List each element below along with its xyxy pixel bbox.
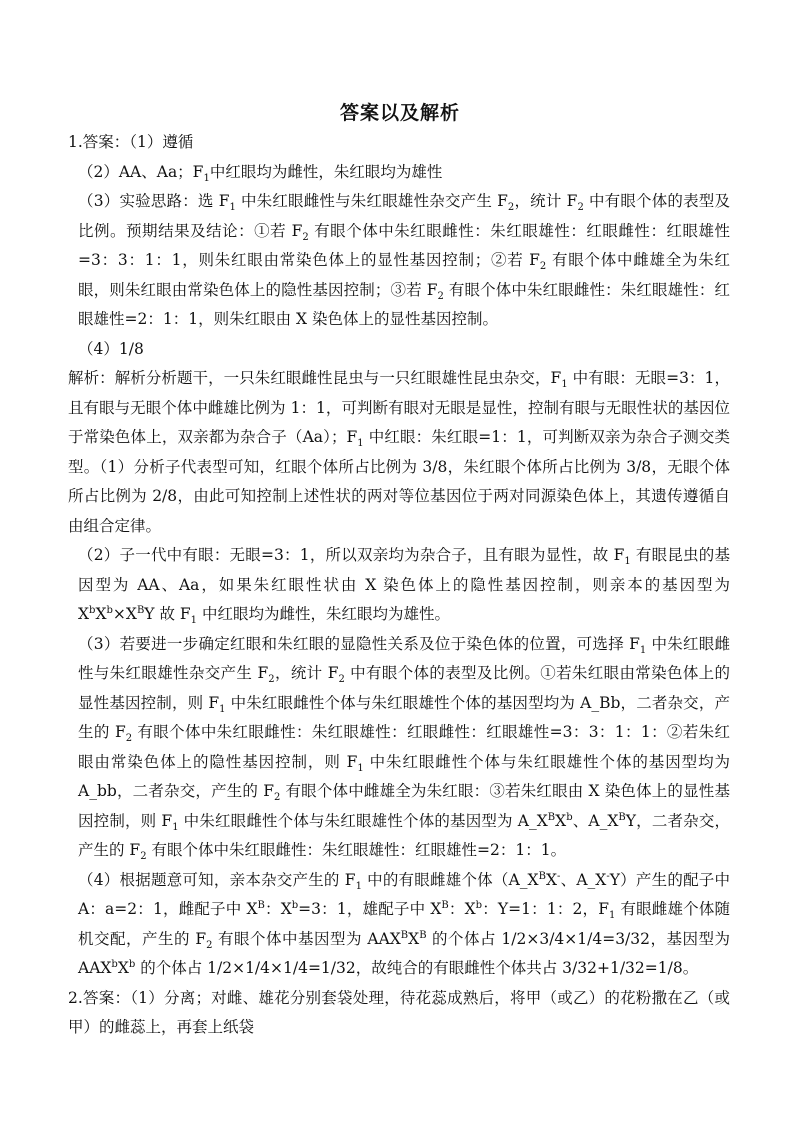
analysis-part-4: （4）根据题意可知，亲本杂交产生的 $F_1$ 中的有眼雌雄个体（$A\_X^BX^-$、A_X-Y）产生的配子中 A：a=2：1，雌配子中 $X^B$：$X^b=3$：1，雄配子中 $X^B$：$X^b$：Y=1：1：2，$F_1$ 有眼雌雄个体随机交配，产生的 $F_2$ 有眼个体中基因型为 $AAX^BX^B$ 的个体占 1/2×3/4×1/4=3/32，基因型为 $AAX^bX^b$ 的个体占 1/2×1/4×1/4=1/32，故纯合的有眼雌性个体共占 3/32+1/32=1/8。: [78, 870, 731, 977]
answer-1-heading: 1.答案：（1）遵循: [68, 133, 194, 151]
analysis-part-2: （2）子一代中有眼：无眼=3：1，所以双亲均为杂合子，且有眼为显性，故 $F_1$ 有眼昆虫的基因型为 AA、Aa，如果朱红眼性状由 X 染色体上的隐性基因控制，则亲本的基因型为 $X^bX^b\times X^BY$ 故 $F_1$ 中红眼均为雌性，朱红眼均为雄性。: [78, 546, 730, 627]
analysis-intro: 解析：解析分析题干，一只朱红眼雌性昆虫与一只红眼雄性昆虫杂交，$F_1$ 中有眼：无眼=3：1，且有眼与无眼个体中雌雄比例为 1：1，可判断有眼对无眼是显性，控制有眼与无眼性状的基因位于常染色体上，双亲都为杂合子（Aa）；$F_1$ 中红眼：朱红眼=1：1，可判断双亲为杂合子测交类型。（1）分析子代表型可知，红眼个体所占比例为 3/8，朱红眼个体所占比例为 3/8，无眼个体所占比例为 2/8，由此可知控制上述性状的两对等位基因位于两对同源染色体上，其遗传遵循自由组合定律。: [68, 369, 730, 535]
answer-body: [68, 128, 730, 1043]
answer-1-part-2: （2）AA、Aa；$F_1$中红眼均为雌性，朱红眼均为雄性: [78, 162, 443, 184]
answer-1-part-4: （4）1/8: [78, 339, 144, 358]
answer-1-part-3: （3）实验思路：选 $F_1$ 中朱红眼雌性与朱红眼雄性杂交产生 $F_2$，统计 $F_2$ 中有眼个体的表型及比例。预期结果及结论：①若 $F_2$ 有眼个体中朱红眼雌性：朱红眼雄性：红眼雌性：红眼雄性=3：3：1：1，则朱红眼由常染色体上的显性基因控制；②若 $F_2$ 有眼个体中雌雄全为朱红眼，则朱红眼由常染色体上的隐性基因控制；③若 $F_2$ 有眼个体中朱红眼雌性：朱红眼雄性：红眼雄性=2：1：1，则朱红眼由 X 染色体上的显性基因控制。: [78, 192, 730, 328]
answer-2-heading: 2.答案：（1）分离；对雌、雄花分别套袋处理，待花蕊成熟后，将甲（或乙）的花粉撒在乙（或甲）的雌蕊上，再套上纸袋: [68, 988, 730, 1036]
analysis-part-3: （3）若要进一步确定红眼和朱红眼的显隐性关系及位于染色体的位置，可选择 $F_1$ 中朱红眼雌性与朱红眼雄性杂交产生 $F_2$，统计 $F_2$ 中有眼个体的表型及比例。①若朱红眼由常染色体上的显性基因控制，则 $F_1$ 中朱红眼雌性个体与朱红眼雄性个体的基因型均为 A_Bb，二者杂交，产生的 $F_2$ 有眼个体中朱红眼雌性：朱红眼雄性：红眼雌性：红眼雄性=3：3：1：1：②若朱红眼由常染色体上的隐性基因控制，则 $F_1$ 中朱红眼雌性个体与朱红眼雄性个体的基因型均为 A_bb，二者杂交，产生的 $F_2$ 有眼个体中雌雄全为朱红眼：③若朱红眼由 X 染色体上的显性基因控制，则 $F_1$ 中朱红眼雌性个体与朱红眼雄性个体的基因型为 $A\_X^BX^b$、$A\_X^BY$，二者杂交，产生的 $F_2$ 有眼个体中朱红眼雌性：朱红眼雄性：红眼雄性=2：1：1。: [78, 634, 731, 863]
page-title: 答案以及解析: [339, 102, 460, 124]
